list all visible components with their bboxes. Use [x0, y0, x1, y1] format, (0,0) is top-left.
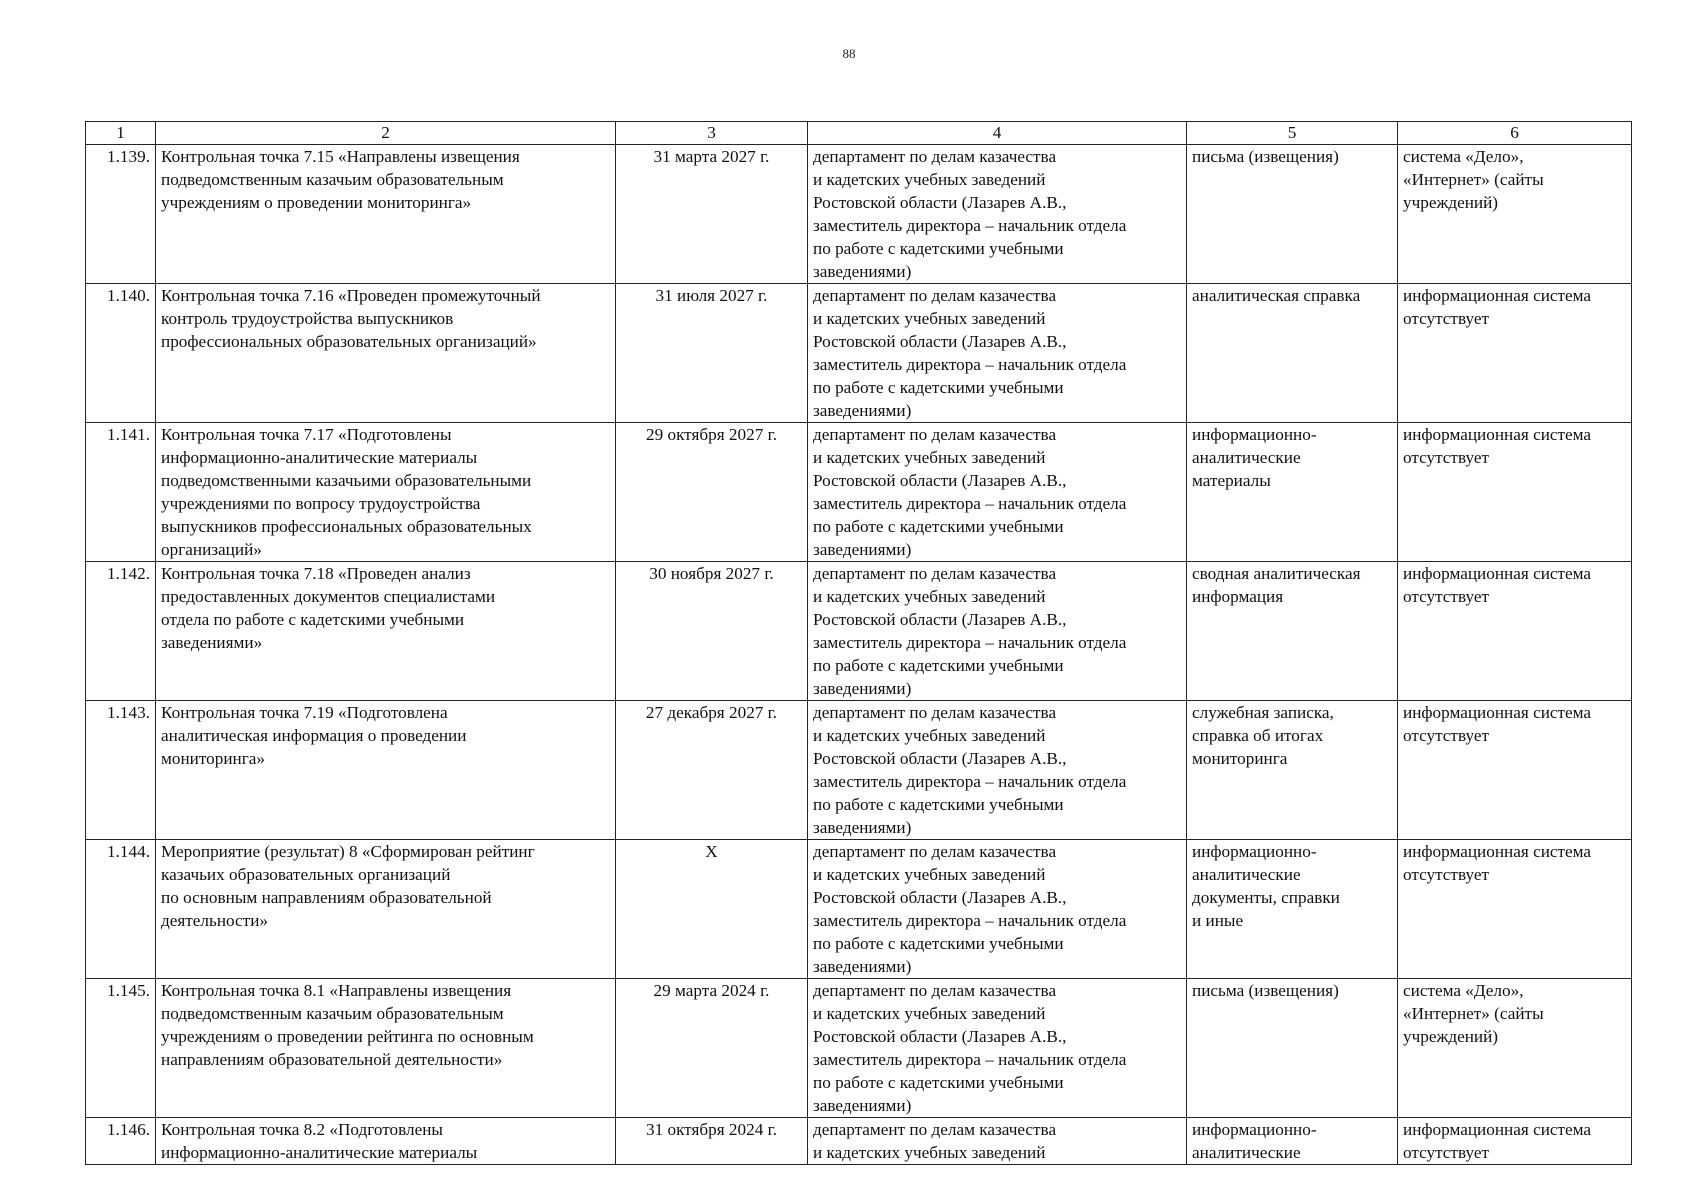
document-type: письма (извещения) — [1187, 979, 1398, 1118]
column-header-3: 3 — [616, 122, 808, 145]
information-system: информационная система отсутствует — [1398, 423, 1632, 562]
responsible-party: департамент по делам казачества и кадетских учебных заведений Ростовской области (Лазарев А.В., заместитель директора – начальник отдела по работе с кадетскими учебными заведениями) — [808, 423, 1187, 562]
deadline-date: 30 ноября 2027 г. — [616, 562, 808, 701]
information-system: информационная система отсутствует — [1398, 840, 1632, 979]
table-row — [86, 423, 1632, 562]
table-row — [86, 840, 1632, 979]
row-number: 1.140. — [86, 284, 156, 423]
deadline-date: 29 марта 2024 г. — [616, 979, 808, 1118]
column-header-5: 5 — [1187, 122, 1398, 145]
document-type: письма (извещения) — [1187, 145, 1398, 284]
column-header-4: 4 — [808, 122, 1187, 145]
table-row — [86, 145, 1632, 284]
document-type: информационно- аналитические материалы — [1187, 423, 1398, 562]
control-point-name: Контрольная точка 8.1 «Направлены извещения подведомственным казачьим образовательным учреждениям о проведении рейтинга по основным направлениям образовательной деятельности» — [156, 979, 616, 1118]
table-row — [86, 284, 1632, 423]
control-point-name: Контрольная точка 7.19 «Подготовлена аналитическая информация о проведении мониторинга» — [156, 701, 616, 840]
control-point-name: Контрольная точка 7.15 «Направлены извещения подведомственным казачьим образовательным учреждениям о проведении мониторинга» — [156, 145, 616, 284]
column-header-2: 2 — [156, 122, 616, 145]
row-number: 1.142. — [86, 562, 156, 701]
document-type: сводная аналитическая информация — [1187, 562, 1398, 701]
document-type: аналитическая справка — [1187, 284, 1398, 423]
table-row — [86, 1118, 1632, 1165]
activity-name: Мероприятие (результат) 8 «Сформирован рейтинг казачьих образовательных организаций по основным направлениям образовательной деятельности» — [156, 840, 616, 979]
document-type: служебная записка, справка об итогах мониторинга — [1187, 701, 1398, 840]
control-point-name: Контрольная точка 7.16 «Проведен промежуточный контроль трудоустройства выпускников профессиональных образовательных организаций» — [156, 284, 616, 423]
information-system: информационная система отсутствует — [1398, 701, 1632, 840]
row-number: 1.144. — [86, 840, 156, 979]
document-type: информационно- аналитические — [1187, 1118, 1398, 1165]
table-row — [86, 562, 1632, 701]
deadline-date: 29 октября 2027 г. — [616, 423, 808, 562]
row-number: 1.145. — [86, 979, 156, 1118]
row-number: 1.139. — [86, 145, 156, 284]
information-system: информационная система отсутствует — [1398, 562, 1632, 701]
information-system: информационная система отсутствует — [1398, 284, 1632, 423]
deadline-date: 31 июля 2027 г. — [616, 284, 808, 423]
information-system: информационная система отсутствует — [1398, 1118, 1632, 1165]
deadline-date: X — [616, 840, 808, 979]
table-row — [86, 701, 1632, 840]
row-number: 1.146. — [86, 1118, 156, 1165]
responsible-party: департамент по делам казачества и кадетских учебных заведений Ростовской области (Лазарев А.В., заместитель директора – начальник отдела по работе с кадетскими учебными заведениями) — [808, 562, 1187, 701]
responsible-party: департамент по делам казачества и кадетских учебных заведений Ростовской области (Лазарев А.В., заместитель директора – начальник отдела по работе с кадетскими учебными заведениями) — [808, 840, 1187, 979]
responsible-party: департамент по делам казачества и кадетских учебных заведений Ростовской области (Лазарев А.В., заместитель директора – начальник отдела по работе с кадетскими учебными заведениями) — [808, 145, 1187, 284]
column-header-1: 1 — [86, 122, 156, 145]
row-number: 1.141. — [86, 423, 156, 562]
control-point-name: Контрольная точка 8.2 «Подготовлены информационно-аналитические материалы — [156, 1118, 616, 1165]
control-point-name: Контрольная точка 7.17 «Подготовлены информационно-аналитические материалы подведомственными казачьими образовательными учреждениями по вопросу трудоустройства выпускников профессиональных образовательных организаций» — [156, 423, 616, 562]
plan-table — [85, 121, 1632, 1165]
page-number: 88 — [842, 46, 856, 61]
table-row — [86, 979, 1632, 1118]
information-system: система «Дело», «Интернет» (сайты учреждений) — [1398, 145, 1632, 284]
responsible-party: департамент по делам казачества и кадетских учебных заведений Ростовской области (Лазарев А.В., заместитель директора – начальник отдела по работе с кадетскими учебными заведениями) — [808, 701, 1187, 840]
document-type: информационно- аналитические документы, справки и иные — [1187, 840, 1398, 979]
information-system: система «Дело», «Интернет» (сайты учреждений) — [1398, 979, 1632, 1118]
column-header-6: 6 — [1398, 122, 1632, 145]
responsible-party: департамент по делам казачества и кадетских учебных заведений Ростовской области (Лазарев А.В., заместитель директора – начальник отдела по работе с кадетскими учебными заведениями) — [808, 979, 1187, 1118]
deadline-date: 31 марта 2027 г. — [616, 145, 808, 284]
deadline-date: 27 декабря 2027 г. — [616, 701, 808, 840]
responsible-party: департамент по делам казачества и кадетских учебных заведений Ростовской области (Лазарев А.В., заместитель директора – начальник отдела по работе с кадетскими учебными заведениями) — [808, 284, 1187, 423]
control-point-name: Контрольная точка 7.18 «Проведен анализ предоставленных документов специалистами отдела по работе с кадетскими учебными заведениями» — [156, 562, 616, 701]
deadline-date: 31 октября 2024 г. — [616, 1118, 808, 1165]
responsible-party: департамент по делам казачества и кадетских учебных заведений — [808, 1118, 1187, 1165]
row-number: 1.143. — [86, 701, 156, 840]
column-number-row — [86, 122, 1632, 145]
